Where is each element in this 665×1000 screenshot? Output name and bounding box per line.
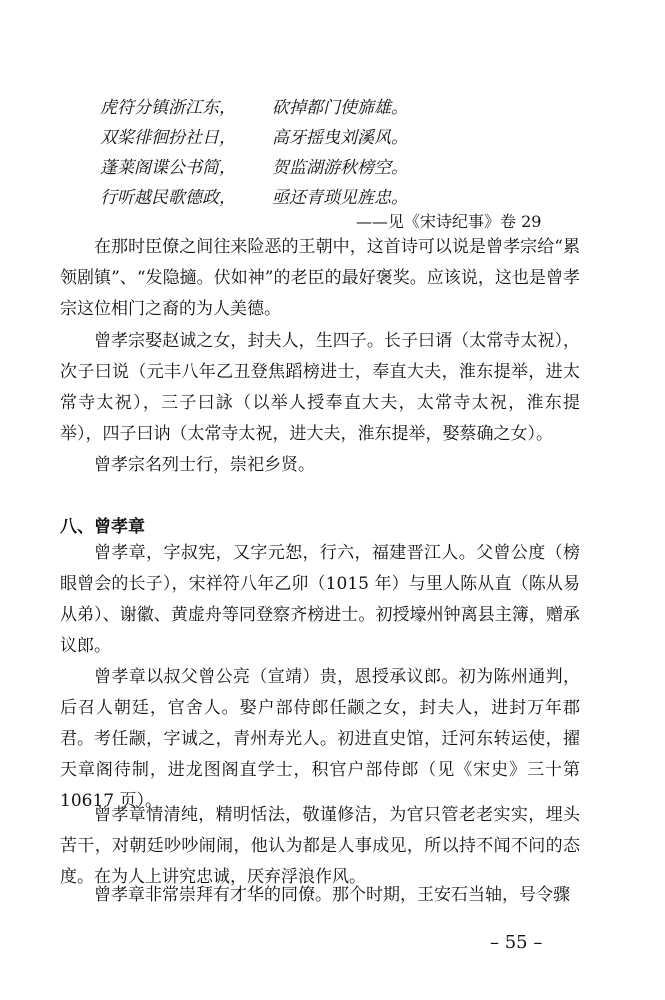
poem-source-citation: ——见《宋诗纪事》卷 29 [356, 212, 542, 231]
paragraph: 考任颛，字诚之，青州寿光人。初进直史馆，迁河东转运使，擢天章阁待制，进龙图阁直学士，积官户部侍郎（见《宋史》三十第 10617 页）。 [60, 729, 580, 811]
paragraph: 曾孝章非常崇拜有才华的同僚。那个时期，王安石当轴，号令骤 [94, 885, 570, 905]
poem-line [100, 188, 408, 208]
poem-line [100, 128, 408, 148]
poem-line-right: 贺监湖游秋榜空。 [272, 158, 408, 178]
poem-line-right: 高牙摇曳刘溪风。 [272, 128, 408, 148]
poem-line-right: 砍掉都门使旆雄。 [272, 98, 408, 118]
poem-line-left: 双桨徘徊扮社日， [100, 128, 236, 148]
paragraph: 曾孝章，字叔宪，又字元恕，行六，福建晋江人。父曾公度（榜眼曾会的长子），宋祥符八年乙卯（1015 年）与里人陈从直（陈从易从弟）、谢徽、黄虚舟等同登察齐榜进士。初授壕州钟离县主簿，赠承议郎。 [60, 543, 580, 656]
paragraph: 曾孝宗名列士行，崇祀乡贤。 [94, 455, 315, 475]
poem-line-left: 虎符分镇浙江东， [100, 98, 236, 118]
poem-line-right: 亟还青琐见旌忠。 [272, 188, 408, 208]
paragraph: 曾孝章情清纯，精明恬法，敬谨修洁，为官只管老老实实，埋头苦干，对朝廷吵吵闹闹，他认为都是人事成见，所以持不闻不问的态度。在为人上讲究忠诚，厌弃浮浪作风。 [60, 805, 580, 887]
poem-line [100, 158, 408, 178]
poem-line-left: 行听越民歌德政， [100, 188, 236, 208]
paragraph: 曾孝宗娶赵诚之女，封夫人，生四子。长子曰谞（太常寺太祝），次子曰说（元丰八年乙丑登焦蹈榜进士，奉直大夫，淮东提举，进太常寺太祝），三子曰詠（以举人授奉直大夫，太常寺太祝，淮东提举），四子曰讷（太常寺太祝，进大夫，淮东提举，娶蔡确之女）。 [60, 331, 580, 444]
paragraph: 在那时臣僚之间往来险恶的王朝中，这首诗可以说是曾孝宗给“累领剧镇”、“发隐擿。伏如神”的老臣的最好褒奖。应该说，这也是曾孝宗这位相门之裔的为人美德。 [60, 237, 580, 319]
page-number: – 55 – [490, 932, 543, 953]
paragraph: 曾孝章以叔父曾公亮（宣靖）贵，恩授承议郎。初为陈州通判，后召人朝廷，官舍人。娶户部侍郎任颛之女，封夫人，进封万年郡君。 [60, 667, 580, 749]
section-title: 八、曾孝章 [60, 517, 145, 537]
poem-line [100, 98, 408, 118]
poem-line-left: 蓬莱阁谍公书简， [100, 158, 236, 178]
